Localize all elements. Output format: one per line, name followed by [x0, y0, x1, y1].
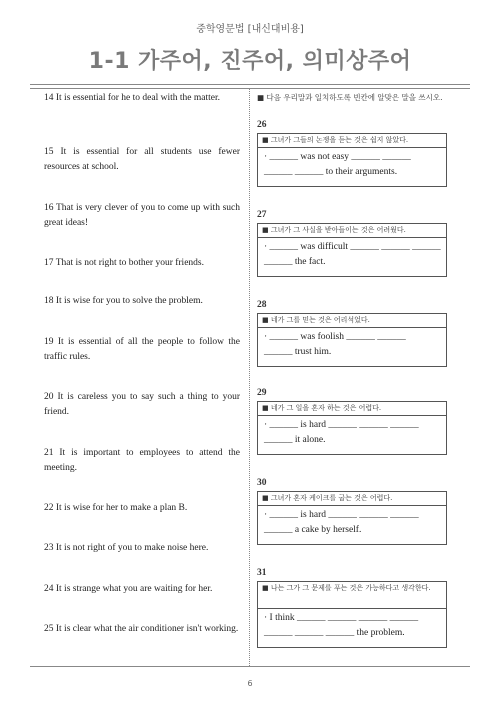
instruction: ■ 다음 우리말과 일치하도록 빈칸에 알맞은 말을 쓰시오. [257, 93, 443, 102]
korean-prompt: ■ 네가 그를 믿는 것은 어리석었다. [257, 313, 447, 328]
bottom-rule [30, 666, 470, 667]
answer-line-1: · ______ is hard ______ ______ ______ [264, 510, 419, 520]
question-18: 18 It is wise for you to solve the problem. [44, 296, 203, 306]
item-30 [257, 478, 447, 545]
item-number: 28 [257, 300, 267, 310]
question-17: 17 That is not right to bother your friends. [44, 258, 204, 268]
answer-line-1: · I think ______ ______ ______ ______ [264, 613, 419, 623]
item-29 [257, 388, 447, 455]
answer-line-2: ______ a cake by herself. [264, 525, 362, 535]
top-rule-inner [30, 88, 470, 89]
page-subtitle: 중학영문법 [내신대비용] [196, 24, 304, 35]
answer-box[interactable] [257, 148, 447, 187]
question-21: 21 It is important to employees to attend the meeting. [44, 448, 240, 473]
question-15: 15 It is essential for all students use fewer resources at school. [44, 147, 240, 172]
item-28 [257, 300, 447, 367]
column-divider [249, 88, 250, 666]
item-number: 29 [257, 388, 267, 398]
page-number: 6 [247, 679, 253, 688]
question-19: 19 It is essential of all the people to follow the traffic rules. [44, 337, 240, 362]
question-20: 20 It is careless you to say such a thing to your friend. [44, 392, 240, 417]
answer-line-2: ______ the fact. [264, 257, 326, 267]
korean-prompt: ■ 그녀가 그 사실을 받아들이는 것은 어려웠다. [257, 223, 447, 238]
question-24: 24 It is strange what you are waiting for her. [44, 584, 213, 594]
question-25: 25 It is clear what the air conditioner isn't working. [44, 624, 239, 634]
answer-line-2: ______ ______ ______ the problem. [264, 628, 405, 638]
question-14: 14 It is essential for he to deal with the matter. [44, 93, 220, 103]
item-number: 30 [257, 478, 267, 488]
answer-line-1: · ______ is hard ______ ______ ______ [264, 420, 419, 430]
item-27 [257, 210, 447, 277]
question-23: 23 It is not right of you to make noise here. [44, 543, 209, 553]
korean-prompt: ■ 그녀가 혼자 케이크를 굽는 것은 어렵다. [257, 491, 447, 506]
answer-box[interactable] [257, 506, 447, 545]
answer-line-1: · ______ was not easy ______ ______ [264, 152, 411, 162]
item-26 [257, 120, 447, 187]
korean-prompt: ■ 나는 그가 그 문제를 푸는 것은 가능하다고 생각한다. [257, 581, 447, 609]
answer-box[interactable] [257, 328, 447, 367]
top-rule [30, 84, 470, 85]
question-16: 16 That is very clever of you to come up with such great ideas! [44, 203, 240, 228]
answer-line-1: · ______ was foolish ______ ______ [264, 332, 406, 342]
korean-prompt: ■ 네가 그 일을 혼자 하는 것은 어렵다. [257, 401, 447, 416]
question-22: 22 It is wise for her to make a plan B. [44, 503, 188, 513]
answer-line-2: ______ ______ to their arguments. [264, 167, 398, 177]
answer-line-1: · ______ was difficult ______ ______ ______ [264, 242, 441, 252]
answer-line-2: ______ it alone. [264, 435, 326, 445]
answer-box[interactable] [257, 238, 447, 277]
answer-box[interactable] [257, 609, 447, 648]
item-number: 26 [257, 120, 267, 130]
item-31 [257, 568, 447, 648]
answer-line-2: ______ trust him. [264, 347, 332, 357]
item-number: 31 [257, 568, 267, 578]
item-number: 27 [257, 210, 267, 220]
answer-box[interactable] [257, 416, 447, 455]
korean-prompt: ■ 그녀가 그들의 논쟁을 듣는 것은 쉽지 않았다. [257, 133, 447, 148]
page-title: 1-1 가주어, 진주어, 의미상주어 [88, 49, 412, 74]
